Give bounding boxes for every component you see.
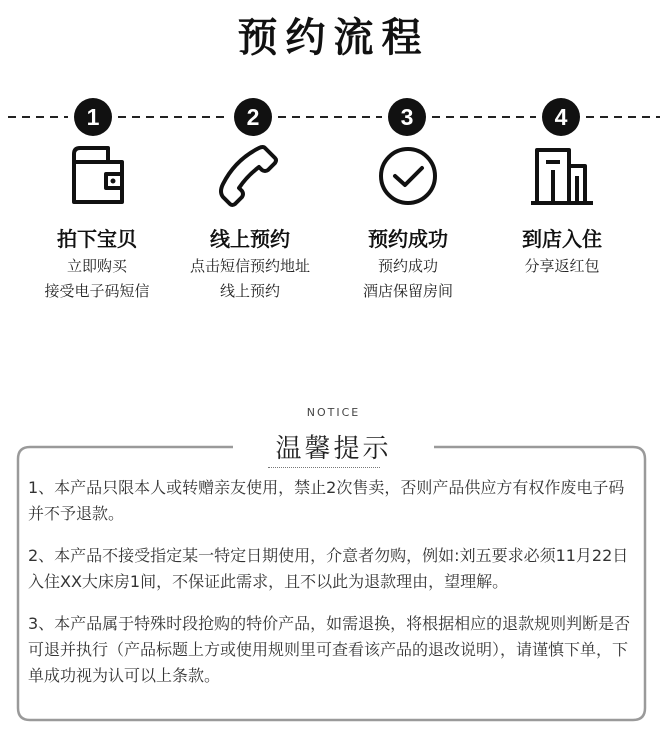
- step-desc-line-2: 酒店保留房间: [362, 282, 453, 300]
- process-timeline: [0, 95, 667, 145]
- notice-english-label: NOTICE: [306, 406, 361, 419]
- building-icon: [527, 140, 597, 210]
- step-desc-line-1: 分享返红包: [524, 257, 600, 275]
- step-number-2: [234, 98, 272, 136]
- svg-text:4: 4: [554, 104, 568, 130]
- check-circle-icon: [373, 140, 443, 210]
- step-number-4: [542, 98, 580, 136]
- svg-text:2: 2: [246, 104, 260, 130]
- step-desc-line-1: 点击短信预约地址: [189, 257, 310, 275]
- notice-item-1: 1、本产品只限本人或转赠亲友使用，禁止2次售卖，否则产品供应方有权作废电子码并不予退款。: [28, 478, 625, 523]
- notice-item-2: 2、本产品不接受指定某一特定日期使用，介意者勿购，例如:刘五要求必须11月22日入住XX大床房1间，不保证此需求，且不以此为退款理由，望理解。: [28, 546, 629, 591]
- step-4: [477, 140, 647, 280]
- step-name: 预约成功: [368, 227, 448, 251]
- svg-text:1: 1: [86, 104, 100, 130]
- step-desc-line-2: 线上预约: [219, 282, 280, 300]
- step-number-1: [74, 98, 112, 136]
- step-2: [165, 140, 335, 302]
- step-3: [323, 140, 493, 302]
- wallet-icon: [62, 140, 132, 210]
- step-1: [12, 140, 182, 302]
- step-number-3: [388, 98, 426, 136]
- step-name: 拍下宝贝: [57, 227, 137, 251]
- phone-icon: [215, 140, 285, 210]
- step-name: 线上预约: [210, 227, 290, 251]
- step-desc-line-1: 立即购买: [66, 257, 127, 275]
- svg-text:3: 3: [400, 104, 414, 130]
- page-title: 预约流程: [237, 15, 430, 61]
- notice-body: [28, 475, 640, 705]
- step-desc-line-2: 接受电子码短信: [44, 282, 150, 300]
- notice-title: 温馨提示: [233, 428, 434, 465]
- step-name: 到店入住: [522, 227, 602, 251]
- step-desc-line-1: 预约成功: [377, 257, 438, 275]
- notice-title-underline: [268, 467, 380, 468]
- notice-item-3: 3、本产品属于特殊时段抢购的特价产品，如需退换，将根据相应的退款规则判断是否可退并执行（产品标题上方或使用规则里可查看该产品的退改说明），请谨慎下单，下单成功视为认可以上条款。: [28, 614, 631, 685]
